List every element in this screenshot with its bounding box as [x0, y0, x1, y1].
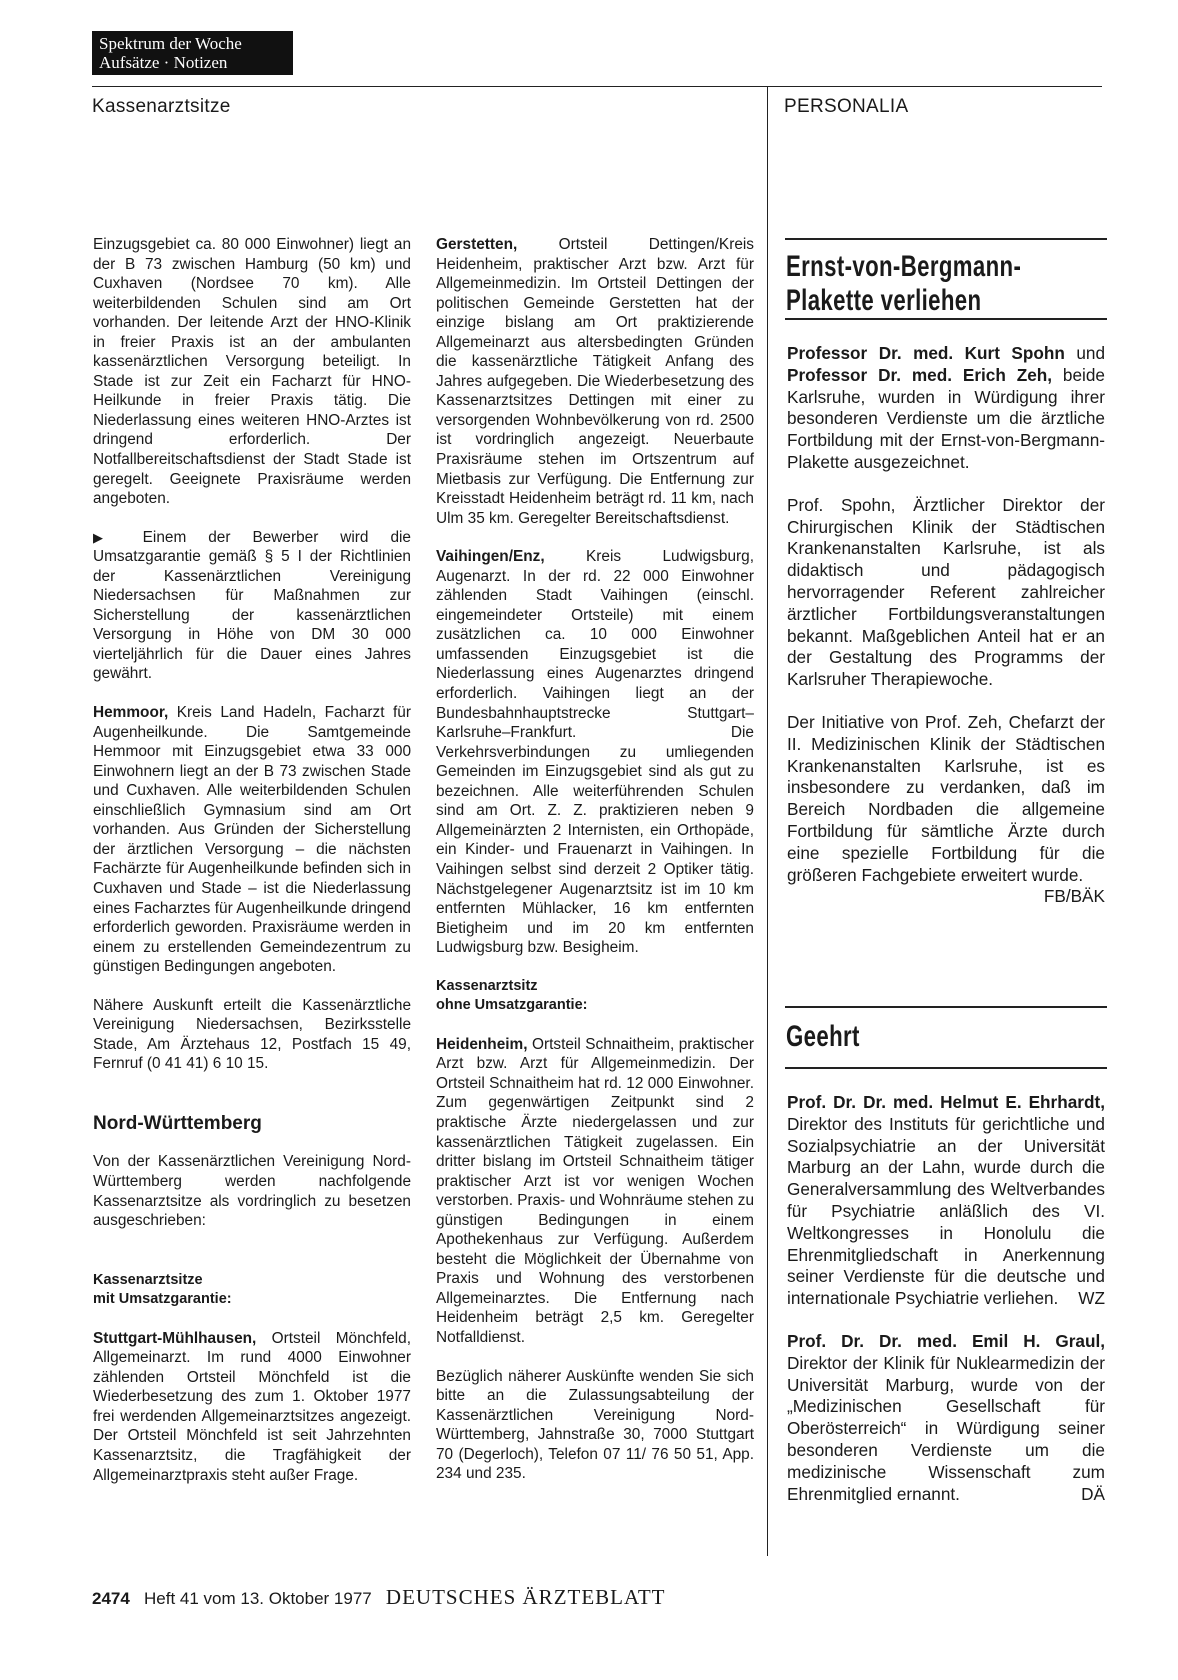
personalia-rule-1: [785, 238, 1107, 240]
col2-vaihingen-lead: Vaihingen/Enz,: [436, 548, 545, 566]
col1-paragraph-stuttgart: Stuttgart-Mühlhausen, Ortsteil Mönchfeld, Allgemeinarzt. Im rund 4000 Einwohner zählenden Ortsteil Mönchfeld ist die Wiederbesetzung des zum 1. Oktober 1977 frei werdenden Allgemeinarztsitzes angezeigt. Der Ortsteil Mönchfeld ist seit Jahrzehnten Kassenarztsitz, die Tragfähigkeit der Allgemeinarztpraxis steht außer Frage.: [93, 1329, 411, 1484]
section-label-left: Kassenarztsitze: [92, 96, 231, 117]
col1-paragraph-auskunft: Nähere Auskunft erteilt die Kassenärztliche Vereinigung Niedersachsen, Bezirksstelle Stade, Am Ärztehaus 12, Postfach 15 49, Fernruf (0 41 41) 6 10 15.: [93, 996, 411, 1073]
col2-gerstetten-lead: Gerstetten,: [436, 236, 518, 253]
page-number: 2474: [92, 1589, 130, 1608]
column-3-part-2: [787, 1092, 1105, 1505]
col2-paragraph-gerstetten: Gerstetten, Ortsteil Dettingen/Kreis Heidenheim, praktischer Arzt bzw. Arzt für Allgemeinmedizin. Im Ortsteil Dettingen der politischen Gemeinde Gerstetten hat der einzige bislang am Ort praktizierende Allgemeinarzt aus altersbedingten Gründen die kassenärztliche Tätigkeit Anfang des Jahres aufgegeben. Die Wiederbesetzung des Kassenarztsitzes Dettingen mit einer zu versorgenden Wohnbevölkerung von rd. 2500 ist vordringlich angezeigt. Neuerbaute Praxisräume stehen im Ortszentrum auf Mietbasis zur Verfügung. Die Entfernung zur Kreisstadt Heidenheim beträgt rd. 11 km, nach Ulm 35 km. Geregelter Bereitschaftsdienst.: [436, 236, 754, 527]
issue-info: Heft 41 vom 13. Oktober 1977: [144, 1589, 372, 1608]
heading-ernst-von-bergmann: Ernst-von-Bergmann- Plakette verliehen: [786, 250, 1022, 317]
subheading-mit-umsatzgarantie: Kassenarztsitze mit Umsatzgarantie:: [93, 1271, 232, 1308]
col1-paragraph-1: Einzugsgebiet ca. 80 000 Einwohner) liegt an der B 73 zwischen Hamburg (50 km) und Cuxhaven (Nordsee 70 km). Alle weiterbildenden Schulen sind am Ort vorhanden. Der leitende Arzt der HNO-Klinik in freier Praxis ist an der ambulanten kassenärztlichen Versorgung beteiligt. In Stade ist zur Zeit ein Facharzt für HNO-Heilkunde in freier Praxis tätig. Die Niederlassung eines weiteren HNO-Arztes ist dringend erforderlich. Der Notfallbereitschaftsdienst der Stadt Stade ist geregelt. Geeignete Praxisräume werden angeboten.: [93, 236, 411, 508]
col2-paragraph-heidenheim: Heidenheim, Ortsteil Schnaitheim, praktischer Arzt bzw. Arzt für Allgemeinmedizin. Der Ortsteil Schnaitheim hat rd. 12 000 Einwohner. Zum gegenwärtigen Zeitpunkt sind 2 praktische Ärzte niedergelassen und zur kassenärztlichen Tätigkeit zugelassen. Ein dritter bislang im Ortsteil Schnaitheim tätiger praktischer Arzt ist vor wenigen Wochen verstorben. Praxis- und Wohnräume stehen zu günstigen Bedingungen in einem Apothekenhaus zur Verfügung. Außerdem besteht die Möglichkeit der Übernahme von Praxis und Wohnung des verstorbenen Allgemeinarztes. Die Entfernung nach Heidenheim beträgt 2,5 km. Geregelter Notfalldienst.: [436, 1035, 754, 1346]
top-rule: [92, 86, 1102, 87]
column-divider: [767, 86, 768, 1556]
col1-paragraph-hemmoor: Hemmoor, Kreis Land Hadeln, Facharzt für Augenheilkunde. Die Samtgemeinde Hemmoor mit Einzugsgebiet etwa 33 000 Einwohnern liegt an der B 73 zwischen Stade und Cuxhaven. Alle weiterbildenden Schulen einschließlich Gymnasium sind am Ort vorhanden. Aus Gründen der Sicherstellung der ärztlichen Versorgung – die nächsten Fachärzte für Augenheilkunde befinden sich in Cuxhaven und Stade – ist die Niederlassung eines Facharztes für Augenheilkunde dringend erforderlich geworden. Praxisräume werden in einem zu erstellenden Gemeindezentrum zu günstigen Bedingungen angeboten.: [93, 704, 411, 976]
col1-paragraph-ausschreibung: Von der Kassenärztlichen Vereinigung Nord-Württemberg werden nachfolgende Kassenarztsitze als vordringlich zu besetzen ausgeschrieben:: [93, 1153, 411, 1230]
col3-signature-wz: WZ: [1078, 1288, 1105, 1309]
col3-signature-dae: DÄ: [1081, 1483, 1105, 1504]
personalia-rule-3: [785, 1006, 1107, 1008]
col3-paragraph-2: Prof. Spohn, Ärztlicher Direktor der Chirurgischen Klinik der Städtischen Krankenanstalten Karlsruhe, ist als didaktisch und pädagogisch hervorragender Referent zahlreicher ärztlicher Fortbildungsveranstaltungen bekannt. Maßgeblichen Anteil hat er an der Gestaltung des Programms der Karlsruher Therapiewoche.: [787, 494, 1105, 690]
subheading-ohne-umsatzgarantie: Kassenarztsitz ohne Umsatzgarantie:: [436, 977, 588, 1014]
col1-paragraph-2: ▶ Einem der Bewerber wird die Umsatzgarantie gemäß § 5 I der Richtlinien der Kassenärztlichen Vereinigung Niedersachsen für Maßnahmen zur Sicherstellung der kassenärztlichen Versorgung in Höhe von DM 30 000 vierteljährlich für die Dauer eines Jahres gewährt.: [93, 528, 411, 683]
header-box-line1: Spektrum der Woche: [99, 34, 242, 53]
column-2: [436, 235, 754, 1484]
header-box-line2: Aufsätze · Notizen: [99, 53, 228, 72]
triangle-marker-icon: ▶: [93, 529, 121, 545]
page-footer: [92, 1585, 666, 1610]
section-header-box: [92, 31, 293, 75]
col3-signature-fb: FB/BÄK: [1043, 886, 1105, 907]
col2-heidenheim-lead: Heidenheim,: [436, 1035, 528, 1053]
personalia-rule-2: [785, 318, 1107, 320]
personalia-rule-4: [785, 1067, 1107, 1069]
column-1: [93, 235, 411, 1485]
col3-paragraph-ehrhardt: Prof. Dr. Dr. med. Helmut E. Ehrhardt, Direktor des Instituts für gerichtliche und Sozialpsychiatrie an der Universität Marburg an der Lahn, wurde durch die Generalversammlung des Weltverbandes für Psychiatrie anläßlich des VI. Weltkongresses in Honolulu die Ehrenmitgliedschaft in Anerkennung seiner Verdienste für die deutsche und internationale Psychiatrie verliehen. WZ: [787, 1092, 1105, 1309]
col2-paragraph-auskunft: Bezüglich näherer Auskünfte wenden Sie sich bitte an die Zulassungsabteilung der Kassenärztlichen Vereinigung Nord-Württemberg, Jahnstraße 30, 7000 Stuttgart 70 (Degerloch), Telefon 07 11/ 76 50 51, App. 234 und 235.: [436, 1367, 754, 1483]
col1-hemmoor-lead: Hemmoor,: [93, 704, 169, 722]
heading-geehrt: Geehrt: [786, 1020, 860, 1053]
section-label-right: PERSONALIA: [784, 96, 909, 117]
column-3-part-1: [787, 343, 1105, 908]
col3-paragraph-graul: Prof. Dr. Dr. med. Emil H. Graul, Direktor der Klinik für Nuklearmedizin der Universität Marburg, wurde von der „Medizinischen Gesellschaft für Oberösterreich“ in Würdigung seiner besonderen Verdienste um die medizinische Wissenschaft zum Ehrenmitglied ernannt. DÄ: [787, 1330, 1105, 1504]
col2-paragraph-vaihingen: Vaihingen/Enz, Kreis Ludwigsburg, Augenarzt. In der rd. 22 000 Einwohner zählenden Stadt Vaihingen (einschl. eingemeindeter Ortsteile) mit einem zusätzlichen ca. 10 000 Einwohner umfassenden Einzugsgebiet ist die Niederlassung eines Augenarztes dringend erforderlich. Vaihingen liegt an der Bundesbahnhauptstrecke Stuttgart–Karlsruhe–Frankfurt. Die Verkehrsverbindungen zu umliegenden Gemeinden im Einzugsgebiet sind als gut zu bezeichnen. Alle weiterführenden Schulen sind am Ort. Z. Z. praktizieren neben 9 Allgemeinärzten 2 Internisten, ein Orthopäde, ein Kinder- und Frauenarzt in Vaihingen. In Vaihingen selbst sind derzeit 2 Optiker tätig. Nächstgelegener Augenarztsitz ist im 10 km entfernten Mühlacker, 16 km entfernten Bietigheim und im 20 km entfernten Ludwigsburg bzw. Besigheim.: [436, 548, 754, 957]
col3-paragraph-3: Der Initiative von Prof. Zeh, Chefarzt der II. Medizinischen Klinik der Städtischen Krankenanstalten Karlsruhe, ist es insbesondere zu verdanken, daß im Bereich Nordbaden die allgemeine Fortbildung für sämtliche Ärzte durch eine spezielle Fortbildung für die größeren Fachgebiete erweitert wurde. FB/BÄK: [787, 711, 1105, 907]
col3-paragraph-1: Professor Dr. med. Kurt Spohn und Professor Dr. med. Erich Zeh, beide Karlsruhe, wurden in Würdigung ihrer besonderen Verdienste um die ärztliche Fortbildung mit der Ernst-von-Bergmann-Plakette ausgezeichnet.: [787, 343, 1106, 472]
magazine-name: DEUTSCHES ÄRZTEBLATT: [385, 1585, 666, 1609]
col1-stuttgart-lead: Stuttgart-Mühlhausen,: [93, 1329, 257, 1347]
heading-nord-wuerttemberg: Nord-Württemberg: [93, 1112, 262, 1134]
